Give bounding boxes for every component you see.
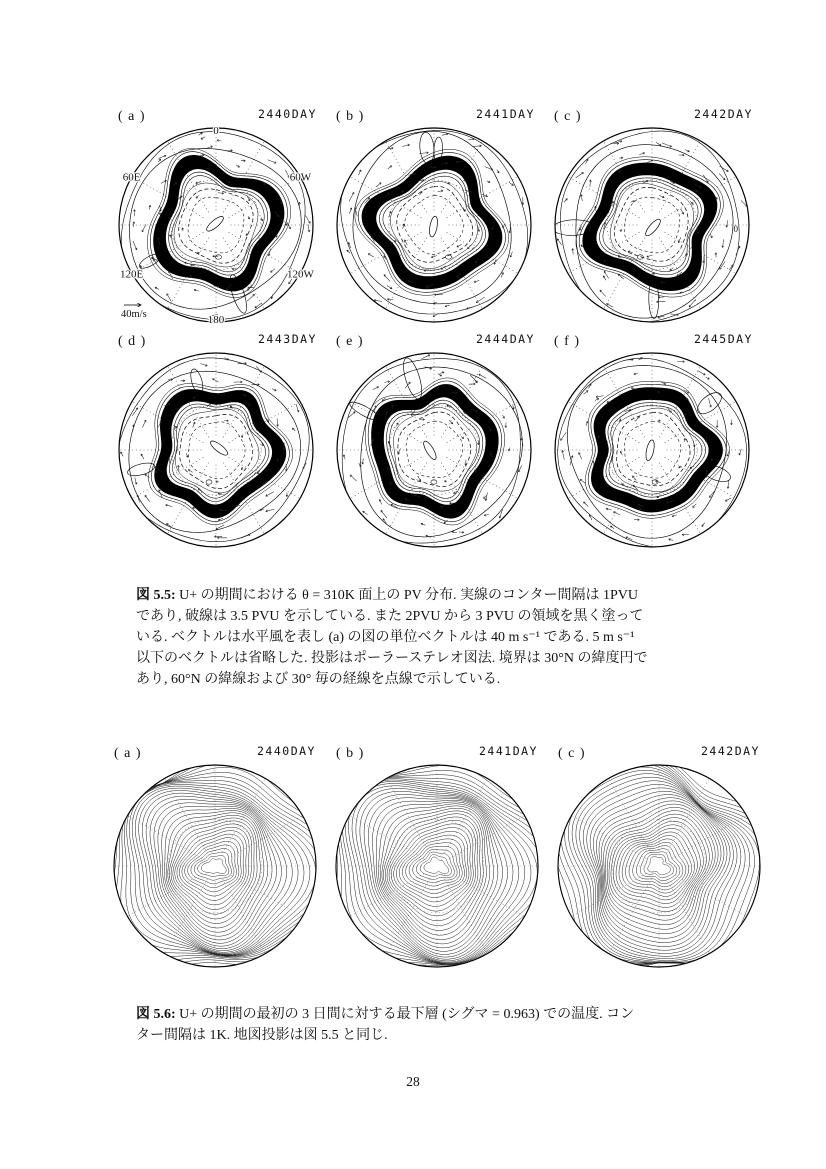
- page-number: 28: [406, 1074, 420, 1089]
- temperature-contour-field: [322, 760, 577, 970]
- caption-text: U+ の期間における θ = 310K 面上の PV 分布. 実線のコンター間隔は 1PVU: [179, 588, 638, 603]
- figure-5-6-label: 図 5.6:: [136, 1007, 176, 1022]
- panel-index-label: ( d ): [118, 334, 147, 349]
- panel-day-label: 2444DAY: [476, 332, 535, 346]
- map-label-60e: 60E: [122, 171, 141, 184]
- caption-line: [136, 1004, 706, 1025]
- figure-5-5-caption: [136, 585, 706, 690]
- pv-map-drawing: [337, 353, 531, 547]
- caption-text: いる. ベクトルは水平風を表し (a) の図の単位ベクトルは 40 m s⁻¹ である. 5 m s⁻¹: [136, 630, 635, 645]
- caption-line: [136, 627, 706, 648]
- contour-value-label: 0: [733, 224, 738, 234]
- pv-map-panel: [108, 103, 324, 327]
- map-label-180: 180: [207, 314, 225, 326]
- graticule: [119, 128, 313, 322]
- figure-5-5-row-2: [108, 328, 760, 552]
- vector-scale-arrow-icon: [124, 303, 141, 307]
- temperature-map-panel: [104, 740, 326, 972]
- caption-line: [136, 669, 706, 690]
- caption-text: あり, 60°N の緯線および 30° 毎の経線を点線で示している.: [136, 672, 501, 687]
- panel-day-label: 2442DAY: [694, 107, 753, 121]
- panel-index-label: ( b ): [336, 746, 365, 761]
- panel-index-label: ( e ): [336, 334, 364, 349]
- caption-line: [136, 648, 706, 669]
- pv-map-drawing: [119, 128, 313, 322]
- panel-day-label: 2445DAY: [694, 332, 753, 346]
- caption-text: ター間隔は 1K. 地図投影は図 5.5 と同じ.: [136, 1028, 388, 1043]
- figure-5-6-caption: [136, 1004, 706, 1046]
- caption-text: であり, 破線は 3.5 PVU を示している. また 2PVU から 3 PVU の領域を黒く塗って: [136, 609, 644, 624]
- pv-map-panel: [108, 328, 324, 552]
- temperature-map-panel: [548, 740, 770, 972]
- temperature-map-panel: [326, 740, 548, 972]
- caption-line: [136, 585, 706, 606]
- temperature-contour-field: [540, 752, 788, 971]
- figure-5-5-row-1: [108, 103, 760, 327]
- caption-text: 以下のベクトルは省略した. 投影はポーラーステレオ図法. 境界は 30°N の緯度円で: [136, 651, 648, 666]
- panel-index-label: ( b ): [336, 109, 365, 124]
- figure-5-5-label: 図 5.5:: [136, 588, 176, 603]
- caption-line: [136, 606, 706, 627]
- panel-index-label: ( a ): [118, 109, 146, 124]
- figure-5-6-row: [104, 740, 770, 972]
- caption-text: U+ の期間の最初の 3 日間に対する最下層 (シグマ = 0.963) での温度. コン: [179, 1007, 635, 1022]
- panel-day-label: 2440DAY: [257, 744, 316, 758]
- vector-scale-label: 40m/s: [121, 309, 147, 320]
- pv-map-panel: [326, 328, 542, 552]
- panel-day-label: 2440DAY: [258, 107, 317, 121]
- map-label-0: 0: [213, 125, 219, 137]
- panel-index-label: ( a ): [114, 746, 142, 761]
- map-boundary-30n: [114, 765, 316, 967]
- temperature-contour-field: [98, 749, 350, 968]
- map-label-120w: 120W: [286, 268, 314, 281]
- caption-line: [136, 1025, 706, 1046]
- map-label-60w: 60W: [289, 171, 312, 184]
- panel-day-label: 2441DAY: [479, 744, 538, 758]
- pv-map-panel: [544, 103, 760, 327]
- pv-black-band: [153, 155, 284, 292]
- panel-day-label: 2441DAY: [476, 107, 535, 121]
- panel-index-label: ( c ): [554, 109, 582, 124]
- panel-day-label: 2442DAY: [701, 744, 760, 758]
- pv-map-panel: [544, 328, 760, 552]
- pv-map-drawing: [337, 128, 531, 322]
- panel-day-label: 2443DAY: [258, 332, 317, 346]
- panel-index-label: ( f ): [554, 334, 580, 349]
- pv-map-drawing: [555, 353, 749, 547]
- pv-map-panel: [326, 103, 542, 327]
- graticule: [114, 765, 316, 967]
- map-label-120e: 120E: [119, 268, 144, 281]
- panel-index-label: ( c ): [558, 746, 586, 761]
